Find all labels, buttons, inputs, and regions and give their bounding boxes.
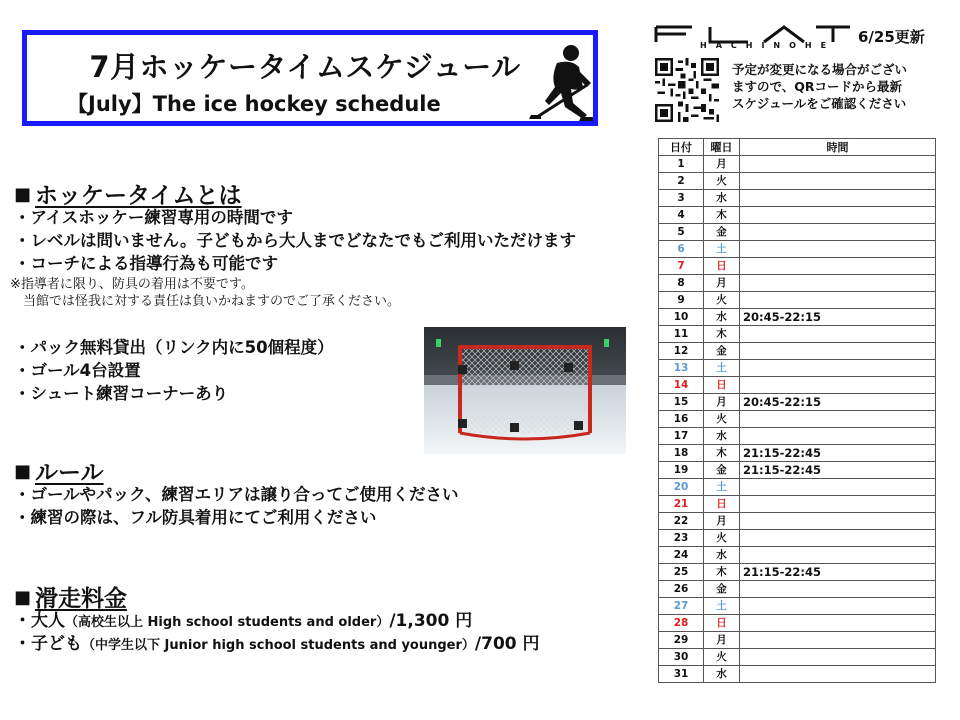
time-cell	[740, 581, 936, 598]
weekday-cell: 水	[704, 666, 740, 683]
date-cell: 10	[659, 309, 704, 326]
time-cell	[740, 598, 936, 615]
page-subtitle: 【July】The ice hockey schedule	[67, 92, 441, 116]
time-cell: 21:15-22:45	[740, 445, 936, 462]
weekday-cell: 月	[704, 394, 740, 411]
weekday-cell: 日	[704, 258, 740, 275]
date-cell: 8	[659, 275, 704, 292]
time-cell	[740, 343, 936, 360]
date-cell: 15	[659, 394, 704, 411]
about-bullets	[14, 206, 576, 275]
about-heading: ■ ホッケータイムとは	[14, 183, 242, 209]
about-bullet: ・コーチによる指導行為も可能です	[14, 254, 278, 273]
table-row	[659, 428, 936, 445]
table-row	[659, 445, 936, 462]
table-row	[659, 360, 936, 377]
date-cell: 13	[659, 360, 704, 377]
time-cell	[740, 411, 936, 428]
weekday-cell: 火	[704, 292, 740, 309]
time-cell	[740, 377, 936, 394]
table-row	[659, 377, 936, 394]
rules-bullets	[14, 483, 459, 529]
weekday-cell: 火	[704, 173, 740, 190]
weekday-cell: 月	[704, 513, 740, 530]
qr-code[interactable]	[655, 58, 719, 122]
weekday-cell: 金	[704, 343, 740, 360]
time-cell: 21:15-22:45	[740, 564, 936, 581]
time-cell	[740, 530, 936, 547]
feature-bullet: ・ゴール4台設置	[14, 361, 141, 380]
date-cell: 6	[659, 241, 704, 258]
weekday-cell: 月	[704, 632, 740, 649]
date-cell: 11	[659, 326, 704, 343]
table-row	[659, 258, 936, 275]
weekday-cell: 木	[704, 445, 740, 462]
date-cell: 14	[659, 377, 704, 394]
date-cell: 7	[659, 258, 704, 275]
time-cell	[740, 615, 936, 632]
weekday-cell: 火	[704, 649, 740, 666]
date-cell: 19	[659, 462, 704, 479]
weekday-cell: 月	[704, 156, 740, 173]
weekday-cell: 土	[704, 479, 740, 496]
table-row	[659, 326, 936, 343]
weekday-cell: 木	[704, 326, 740, 343]
date-cell: 21	[659, 496, 704, 513]
table-row	[659, 394, 936, 411]
time-cell	[740, 173, 936, 190]
time-cell	[740, 241, 936, 258]
table-row	[659, 598, 936, 615]
brand-subtitle: HACHINOHE	[700, 41, 836, 50]
rule-bullet: ・練習の際は、フル防具着用にてご利用ください	[14, 508, 377, 527]
time-cell: 20:45-22:15	[740, 309, 936, 326]
weekday-cell: 水	[704, 428, 740, 445]
date-cell: 20	[659, 479, 704, 496]
hockey-player-icon	[527, 43, 599, 125]
time-cell	[740, 513, 936, 530]
table-row	[659, 462, 936, 479]
date-cell: 1	[659, 156, 704, 173]
time-cell	[740, 207, 936, 224]
weekday-cell: 日	[704, 615, 740, 632]
qr-note-line: ますので、QRコードから最新	[732, 79, 903, 94]
weekday-cell: 日	[704, 377, 740, 394]
table-row	[659, 564, 936, 581]
table-row	[659, 292, 936, 309]
column-header-time: 時間	[740, 139, 936, 156]
title-box	[22, 30, 598, 126]
date-cell: 18	[659, 445, 704, 462]
about-note: ※指導者に限り、防具の着用は不要です。	[10, 277, 254, 292]
weekday-cell: 土	[704, 598, 740, 615]
date-cell: 26	[659, 581, 704, 598]
time-cell	[740, 479, 936, 496]
fee-adult: ・大人（高校生以上 High school students and older）/1,300 円	[14, 611, 473, 631]
about-bullet: ・アイスホッケー練習専用の時間です	[14, 208, 293, 227]
table-row	[659, 190, 936, 207]
table-row	[659, 309, 936, 326]
time-cell	[740, 190, 936, 207]
square-bullet-icon: ■	[14, 461, 32, 482]
feature-bullet: ・シュート練習コーナーあり	[14, 384, 229, 403]
hockey-goal-photo	[424, 327, 626, 454]
date-cell: 28	[659, 615, 704, 632]
weekday-cell: 土	[704, 360, 740, 377]
weekday-cell: 火	[704, 530, 740, 547]
fees-heading: ■ 滑走料金	[14, 586, 128, 612]
date-cell: 17	[659, 428, 704, 445]
updated-date: 6/25更新	[858, 28, 925, 46]
table-row	[659, 530, 936, 547]
weekday-cell: 木	[704, 207, 740, 224]
table-row	[659, 649, 936, 666]
schedule-header-row	[659, 139, 936, 156]
table-row	[659, 666, 936, 683]
rules-heading: ■ ルール	[14, 460, 104, 486]
date-cell: 27	[659, 598, 704, 615]
table-row	[659, 581, 936, 598]
date-cell: 24	[659, 547, 704, 564]
date-cell: 25	[659, 564, 704, 581]
date-cell: 2	[659, 173, 704, 190]
table-row	[659, 479, 936, 496]
table-row	[659, 496, 936, 513]
date-cell: 12	[659, 343, 704, 360]
time-cell	[740, 275, 936, 292]
table-row	[659, 632, 936, 649]
column-header-date: 日付	[659, 139, 704, 156]
weekday-cell: 月	[704, 275, 740, 292]
table-row	[659, 547, 936, 564]
feature-bullet: ・パック無料貸出（リンク内に50個程度）	[14, 338, 334, 357]
square-bullet-icon: ■	[14, 184, 32, 205]
date-cell: 30	[659, 649, 704, 666]
time-cell	[740, 649, 936, 666]
time-cell	[740, 360, 936, 377]
page-title: 7月ホッケータイムスケジュール	[89, 50, 521, 84]
about-bullet: ・レベルは問いません。子どもから大人までどなたでもご利用いただけます	[14, 231, 576, 250]
table-row	[659, 224, 936, 241]
time-cell	[740, 224, 936, 241]
weekday-cell: 土	[704, 241, 740, 258]
table-row	[659, 156, 936, 173]
table-row	[659, 343, 936, 360]
weekday-cell: 日	[704, 496, 740, 513]
date-cell: 31	[659, 666, 704, 683]
time-cell	[740, 292, 936, 309]
table-row	[659, 207, 936, 224]
column-header-weekday: 曜日	[704, 139, 740, 156]
date-cell: 9	[659, 292, 704, 309]
time-cell: 20:45-22:15	[740, 394, 936, 411]
date-cell: 16	[659, 411, 704, 428]
about-note: 当館では怪我に対する責任は負いかねますのでご了承ください。	[10, 294, 401, 309]
qr-note-line: 予定が変更になる場合がござい	[732, 62, 908, 77]
feature-bullets	[14, 336, 334, 405]
square-bullet-icon: ■	[14, 587, 32, 608]
date-cell: 3	[659, 190, 704, 207]
about-notes	[10, 276, 400, 310]
weekday-cell: 金	[704, 462, 740, 479]
table-row	[659, 275, 936, 292]
time-cell	[740, 258, 936, 275]
table-row	[659, 173, 936, 190]
date-cell: 23	[659, 530, 704, 547]
table-row	[659, 615, 936, 632]
table-row	[659, 411, 936, 428]
weekday-cell: 木	[704, 564, 740, 581]
fee-child: ・子ども（中学生以下 Junior high school students and younger）/700 円	[14, 634, 540, 654]
rule-bullet: ・ゴールやパック、練習エリアは譲り合ってご使用ください	[14, 485, 459, 504]
time-cell: 21:15-22:45	[740, 462, 936, 479]
time-cell	[740, 326, 936, 343]
weekday-cell: 水	[704, 190, 740, 207]
date-cell: 22	[659, 513, 704, 530]
weekday-cell: 水	[704, 309, 740, 326]
table-row	[659, 241, 936, 258]
qr-note	[732, 61, 907, 112]
time-cell	[740, 666, 936, 683]
weekday-cell: 金	[704, 224, 740, 241]
weekday-cell: 金	[704, 581, 740, 598]
weekday-cell: 火	[704, 411, 740, 428]
table-row	[659, 513, 936, 530]
time-cell	[740, 547, 936, 564]
date-cell: 4	[659, 207, 704, 224]
time-cell	[740, 156, 936, 173]
qr-note-line: スケジュールをご確認ください	[732, 96, 907, 111]
date-cell: 29	[659, 632, 704, 649]
date-cell: 5	[659, 224, 704, 241]
weekday-cell: 水	[704, 547, 740, 564]
time-cell	[740, 428, 936, 445]
time-cell	[740, 496, 936, 513]
time-cell	[740, 632, 936, 649]
schedule-table	[658, 138, 936, 683]
